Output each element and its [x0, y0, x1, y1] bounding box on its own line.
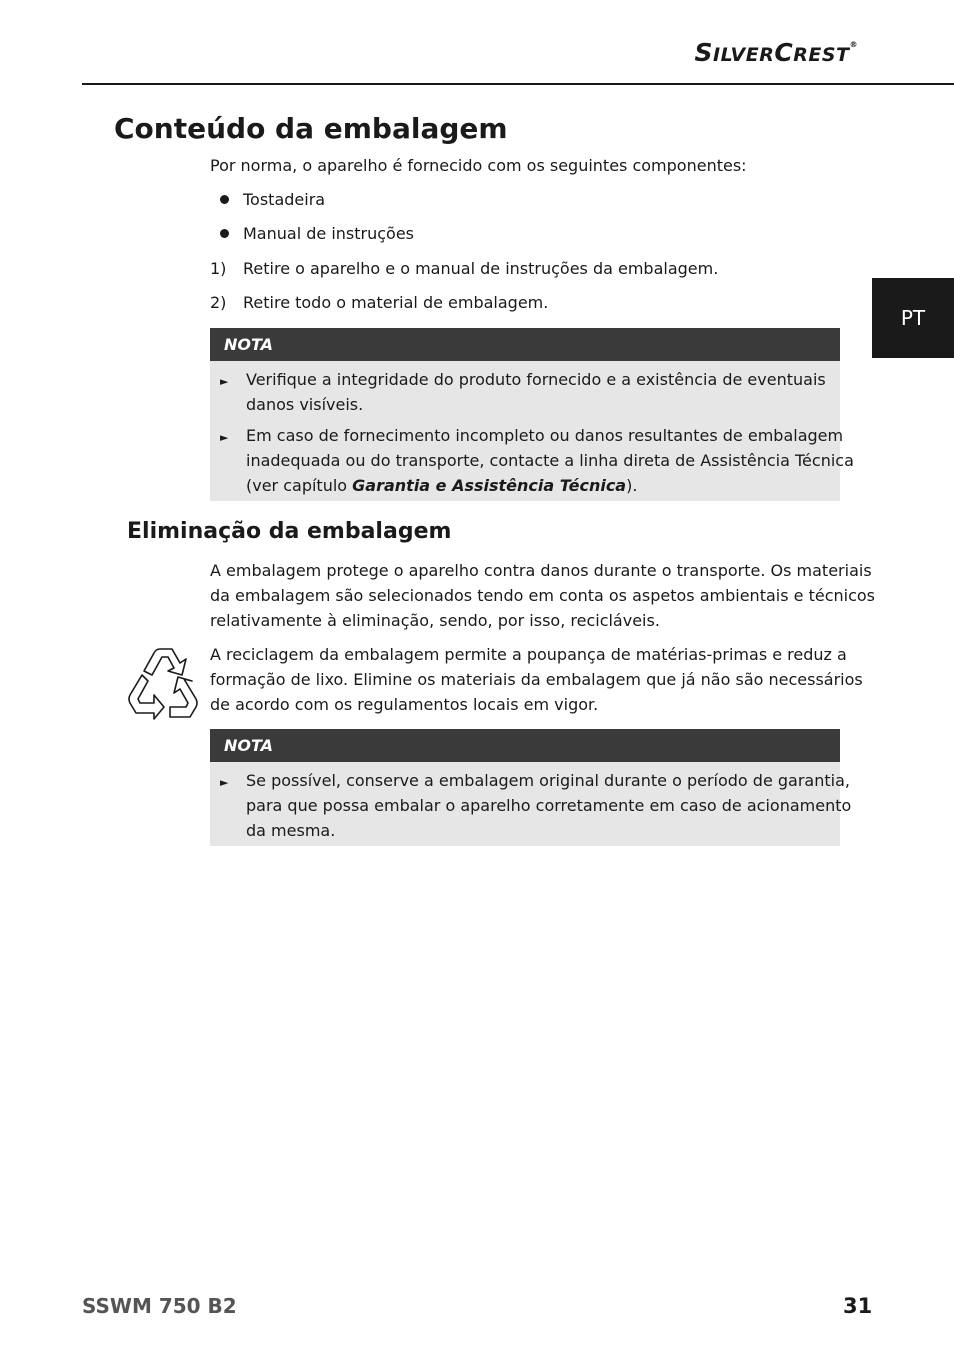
paragraph-line: de acordo com os regulamentos locais em vigor.	[210, 695, 599, 714]
language-tab	[872, 278, 954, 358]
footer-model: SSWM 750 B2	[82, 1294, 237, 1318]
header-rule	[82, 83, 954, 85]
note-item: ► Verifique a integridade do produto fornecido e a existência de eventuais danos visíveis.	[220, 370, 826, 414]
bullet-dot	[220, 229, 229, 238]
note-heading: NOTA	[210, 328, 840, 361]
section-title-disposal: Eliminação da embalagem	[127, 519, 452, 544]
page-number: 31	[843, 1294, 873, 1318]
paragraph-line: A embalagem protege o aparelho contra danos durante o transporte. Os materiais	[210, 561, 872, 580]
step-number: 1)	[210, 259, 227, 278]
note-box	[210, 729, 852, 846]
arrow-right-icon: ►	[220, 776, 229, 789]
chapter-reference: Garantia e Assistência Técnica	[352, 476, 627, 495]
step-text: Retire todo o material de embalagem.	[243, 293, 549, 312]
list-item: Manual de instruções	[243, 224, 414, 243]
step-text: Retire o aparelho e o manual de instruções da embalagem.	[243, 259, 719, 278]
intro-text: Por norma, o aparelho é fornecido com os seguintes componentes:	[210, 156, 747, 175]
language-tab-label: PT	[900, 306, 926, 330]
bullet-dot	[220, 195, 229, 204]
note-box	[210, 328, 854, 501]
list-item: Tostadeira	[243, 190, 326, 209]
arrow-right-icon: ►	[220, 431, 229, 444]
section-title-contents: Conteúdo da embalagem	[114, 112, 508, 145]
note-heading: NOTA	[210, 729, 840, 762]
paragraph-line: relativamente à eliminação, sendo, por isso, recicláveis.	[210, 611, 660, 630]
note-item: ► Se possível, conserve a embalagem original durante o período de garantia, para que possa embalar o aparelho corretamente em caso de acionamento da mesma.	[220, 771, 852, 840]
brand-logo: SILVERCREST®	[694, 38, 858, 67]
paragraph-line: formação de lixo. Elimine os materiais da embalagem que já não são necessários	[210, 670, 863, 689]
note-item: ► Em caso de fornecimento incompleto ou danos resultantes de embalagem inadequada ou do transporte, contacte a linha direta de Assistência Técnica (ver capítulo Garantia e Assistência Técnica).	[220, 426, 854, 495]
step-number: 2)	[210, 293, 227, 312]
recycle-icon	[122, 645, 202, 721]
paragraph-line: A reciclagem da embalagem permite a poupança de matérias-primas e reduz a	[210, 645, 847, 664]
arrow-right-icon: ►	[220, 375, 229, 388]
paragraph-line: da embalagem são selecionados tendo em conta os aspetos ambientais e técnicos	[210, 586, 875, 605]
